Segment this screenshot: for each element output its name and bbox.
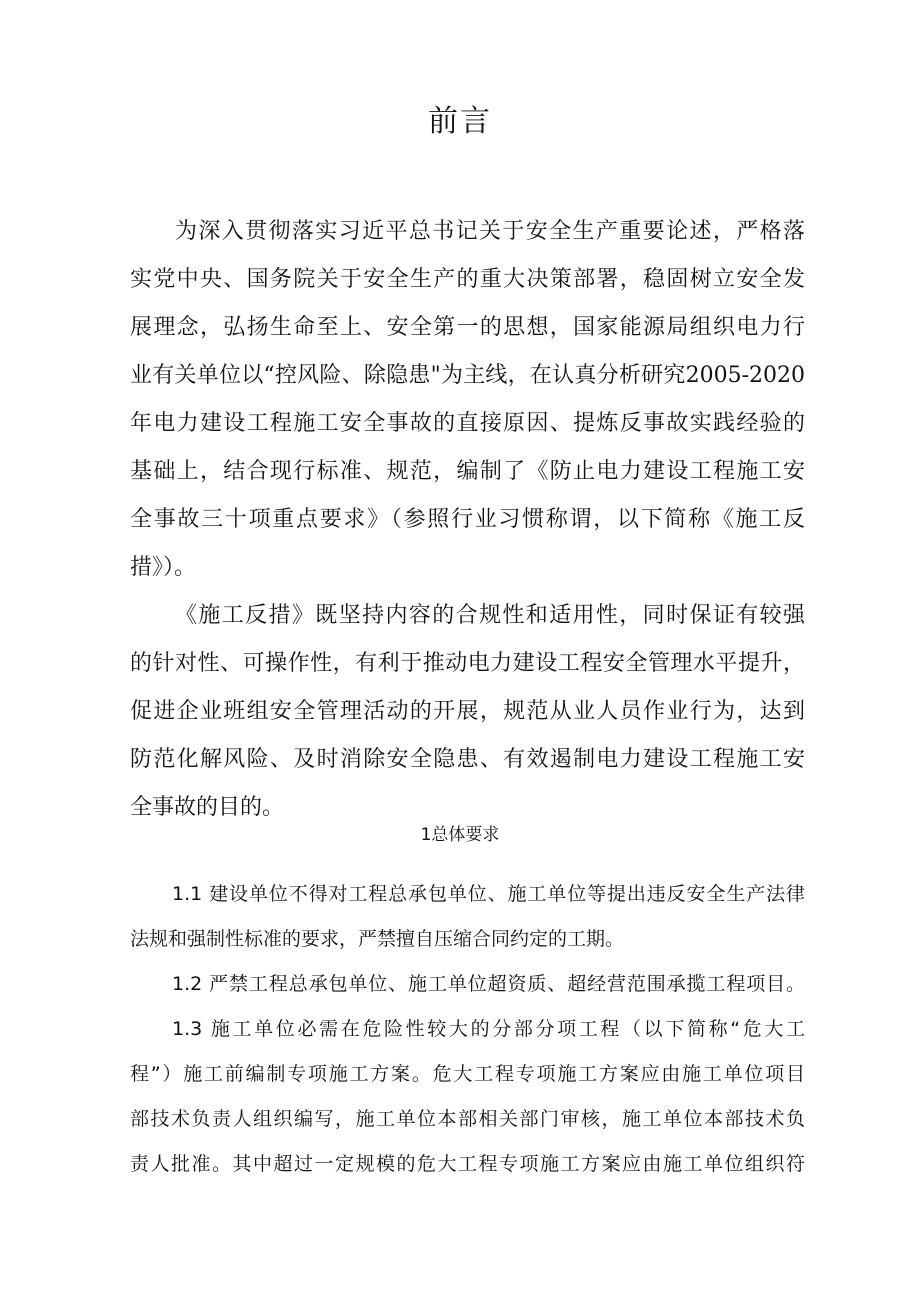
section-line: 责人批准。其中超过一定规模的危大工程专项施工方案应由施工单位组织符 bbox=[130, 1153, 805, 1175]
preface-line: 防范化解风险、及时消除安全隐患、有效遏制电力建设工程施工安 bbox=[130, 747, 805, 772]
preface-line: 促进企业班组安全管理活动的开展，规范从业人员作业行为，达到 bbox=[130, 699, 805, 724]
section-line: 1.2 严禁工程总承包单位、施工单位超资质、超经营范围承揽工程项目。 bbox=[172, 973, 805, 995]
preface-line: 年电力建设工程施工安全事故的直接原因、提炼反事故实践经验的 bbox=[130, 411, 805, 436]
section-line: 法规和强制性标准的要求，严禁擅自压缩合同约定的工期。 bbox=[130, 928, 625, 950]
section-heading: 1总体要求 bbox=[420, 825, 500, 845]
page-title: 前言 bbox=[428, 104, 492, 139]
section-line: 部技术负责人组织编写，施工单位本部相关部门审核，施工单位本部技术负 bbox=[130, 1108, 805, 1130]
preface-line: 措》）。 bbox=[130, 555, 197, 580]
preface-line: 的针对性、可操作性，有利于推动电力建设工程安全管理水平提升， bbox=[130, 651, 805, 676]
preface-line: 基础上，结合现行标准、规范，编制了《防止电力建设工程施工安 bbox=[130, 459, 805, 484]
preface-line: 展理念，弘扬生命至上、安全第一的思想，国家能源局组织电力行 bbox=[130, 315, 805, 340]
preface-line: 《施工反措》既坚持内容的合规性和适用性，同时保证有较强 bbox=[175, 603, 805, 628]
preface-line: 为深入贯彻落实习近平总书记关于安全生产重要论述，严格落 bbox=[175, 219, 805, 244]
preface-line: 全事故三十项重点要求》（参照行业习惯称谓，以下简称《施工反 bbox=[130, 507, 805, 532]
preface-line: 实党中央、国务院关于安全生产的重大决策部署，稳固树立安全发 bbox=[130, 267, 805, 292]
preface-line: 业有关单位以“控风险、除隐患"为主线，在认真分析研究2005-2020 bbox=[130, 363, 805, 388]
section-line: 程”）施工前编制专项施工方案。危大工程专项施工方案应由施工单位项目 bbox=[130, 1063, 805, 1085]
preface-line: 全事故的目的。 bbox=[130, 795, 285, 820]
section-line: 1.1 建设单位不得对工程总承包单位、施工单位等提出违反安全生产法律 bbox=[172, 883, 805, 905]
section-line: 1.3 施工单位必需在危险性较大的分部分项工程（以下简称“危大工 bbox=[172, 1018, 805, 1040]
